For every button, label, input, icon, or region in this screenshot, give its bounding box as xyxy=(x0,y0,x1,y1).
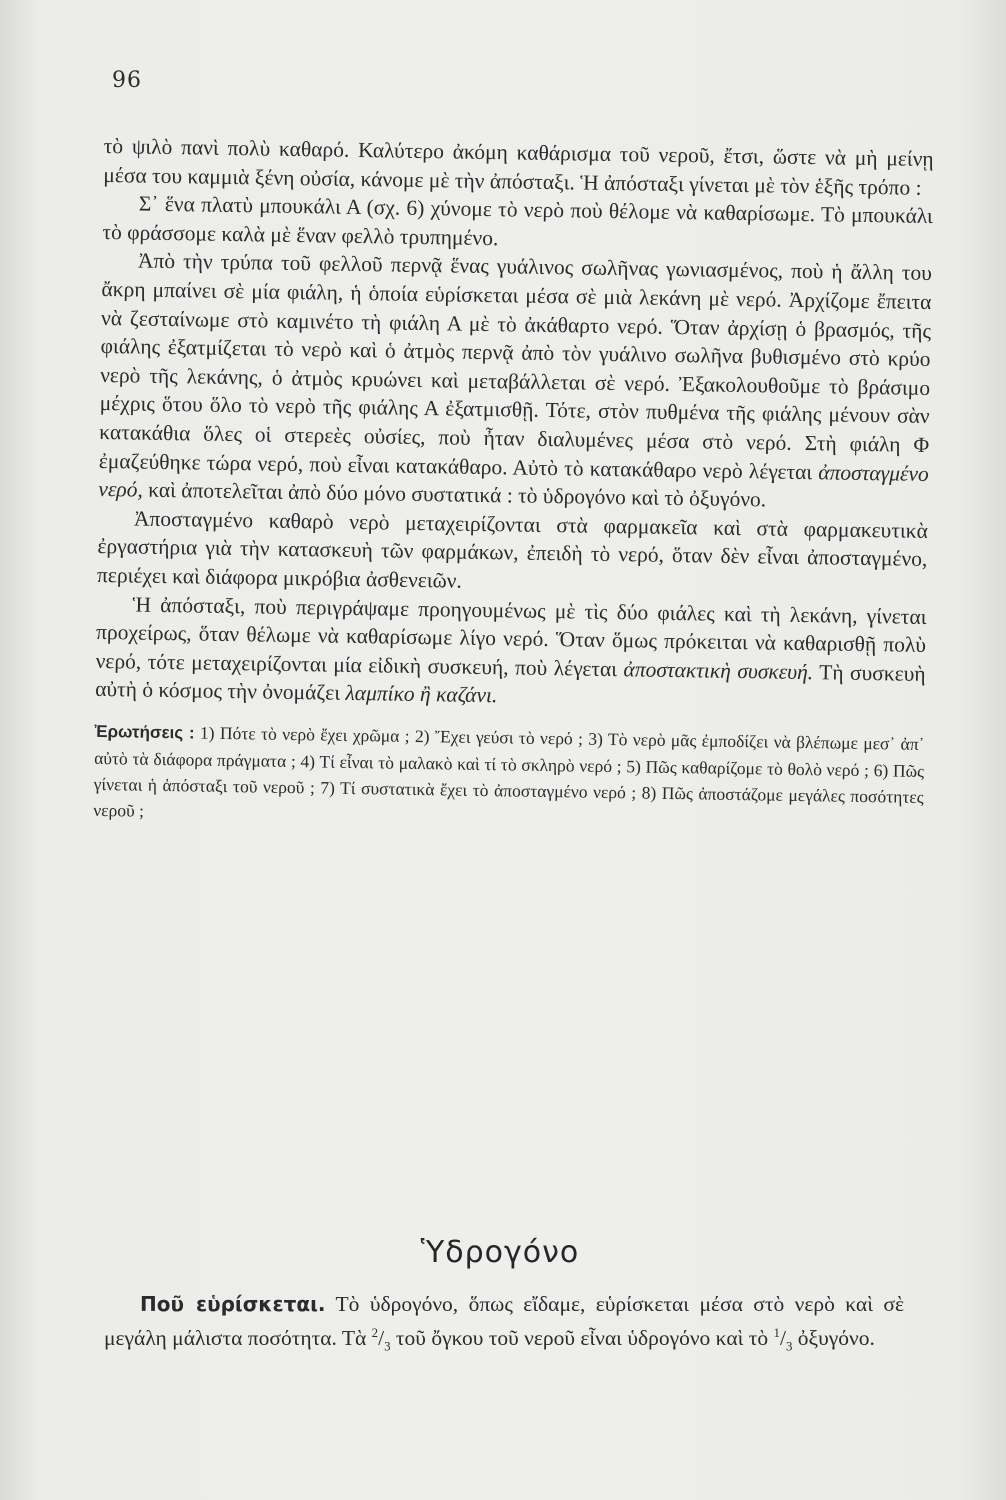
paragraph-3 xyxy=(98,246,932,516)
main-text xyxy=(93,132,934,836)
page-number: 96 xyxy=(112,68,142,93)
paragraph-1: τὸ ψιλὸ πανὶ πολὺ καθαρό. Καλύτερο ἀκόμη καθάρισμα τοῦ νεροῦ, ἔτσι, ὥστε νὰ μὴ μείνῃ μέσα του καμμιὰ ξένη οὐσία, κάνομε μὲ τὴν ἀπόσταξι. Ἡ ἀπόσταξι γίνεται μὲ τὸν ἑξῆς τρόπο : xyxy=(103,133,934,200)
paragraph-2: Σ᾽ ἕνα πλατὺ μπουκάλι Α (σχ. 6) χύνομε τὸ νερὸ ποὺ θέλομε νὰ καθαρίσωμε. Τὸ μπουκάλι τὸ φράσσομε καλὰ μὲ ἕναν φελλὸ τρυπημένο. xyxy=(102,191,933,250)
fraction-denominator: 3 xyxy=(384,1339,391,1354)
section-text-1: Τὸ ὑδρογόνο, ὅπως εἴδαμε, εὑρίσκεται μέσα στὸ νερὸ καὶ σὲ μεγάλη μάλιστα ποσότητα. Τὰ xyxy=(104,1292,904,1351)
fraction-numerator: 2 xyxy=(371,1326,379,1340)
paragraph-4: Ἀποσταγμένο καθαρὸ νερὸ μεταχειρίζονται στὰ φαρμακεῖα καὶ στὰ φαρμακευτικὰ ἐργαστήρια γιὰ τὴν κατασκευὴ τῶν φαρμάκων, ἐπειδὴ τὸ νερό, ὅταν δὲν εἶναι ἀποσταγμένο, περιέχει καὶ διάφορα μικρόβια ἀσθενειῶν. xyxy=(96,506,929,593)
section-text-3: ὀξυγόνο. xyxy=(797,1326,875,1351)
section-title: Ὑδρογόνο xyxy=(420,1235,580,1270)
section-paragraph: Ποῦ εὑρίσκεται. Τὸ ὑδρογόνο, ὅπως εἴδαμε, εὑρίσκεται μέσα στὸ νερὸ καὶ σὲ μεγάλη μάλιστα ποσότητα. Τὰ $^2/_3$ τοῦ ὄγκου τοῦ νεροῦ εἶναι ὑδρογόνο καὶ τὸ $^1/_3$ ὀξυγόνο. xyxy=(104,1292,904,1354)
section-body xyxy=(104,1290,904,1361)
paragraph-5-start: Ἡ ἀπόσταξι, ποὺ περιγράψαμε προηγουμένως μὲ τὶς δύο φιάλες καὶ τὴ λεκάνη, γίνεται προχείρως, ὅταν θέλωμε νὰ καθαρίσωμε λίγο νερό. Ὅταν ὅμως πρόκειται νὰ καθαρισθῇ πολὺ νερό, τότε μεταχειρίζονται μία εἰδικὴ συσκευή, ποὺ λέγεται xyxy=(95,592,927,681)
paragraph-3-text: Ἀπὸ τὴν τρύπα τοῦ φελλοῦ περνᾷ ἕνας γυάλινος σωλῆνας γωνιασμένος, ποὺ ἡ ἄλλη του ἄκρη μπαίνει σὲ μία φιάλη, ἡ ὁποία εὑρίσκεται μέσα σὲ μιὰ λεκάνη μὲ νερό. Ἀρχίζομε ἔπειτα νὰ ζεσταίνωμε στὸ καμινέτο τὴ φιάλη Α μὲ τὸ ἀκάθαρτο νερό. Ὅταν ἀρχίσῃ ὁ βρασμός, τῆς φιάλης ἐξατμίζεται τὸ νερὸ καὶ ὁ ἀτμὸς περνᾷ ἀπὸ τὸν γυάλινο σωλῆνα βυθισμένο στὸ κρύο νερὸ τῆς λεκάνης, ὁ ἀτμὸς κρυώνει καὶ μεταβάλλεται σὲ νερό. Ἐξακολουθοῦμε τὸ βράσιμο μέχρις ὅτου ὅλο τὸ νερὸ τῆς φιάλης Α ἐξατμισθῇ. Τότε, στὸν πυθμένα τῆς φιάλης μένουν σὰν κατακάθια ὅλες οἱ στερεὲς οὐσίες, ποὺ ἦταν διαλυμένες μέσα στὸ νερό. Στὴ φιάλη Φ ἐμαζεύθηκε τώρα νερό, ποὺ εἶναι κατακάθαρο. Αὐτὸ τὸ κατακάθαρο νερὸ λέγεται xyxy=(98,248,933,484)
questions xyxy=(93,718,925,836)
section-lead: Ποῦ εὑρίσκεται. xyxy=(140,1292,326,1316)
paragraph-3-tail: καὶ ἀποτελεῖται ἀπὸ δύο μόνο συστατικά : τὸ ὑδρογόνο καὶ τὸ ὀξυγόνο. xyxy=(148,477,767,512)
fraction-denominator: 3 xyxy=(785,1339,793,1354)
distillation-apparatus-term: ἀποστακτικὴ συσκευή. xyxy=(623,656,814,684)
distilled-water-term: ἀποσταγμένο νερό, xyxy=(98,459,929,502)
paragraph-5-mid: Τὴ συσκευὴ αὐτὴ ὁ κόσμος τὴν ὀνομάζει xyxy=(95,659,926,706)
fraction-numerator: 1 xyxy=(773,1326,780,1340)
lampiko-term: λαμπίκο ἢ καζάνι. xyxy=(345,681,498,708)
paragraph-5 xyxy=(95,589,927,716)
section-text-2: τοῦ ὄγκου τοῦ νεροῦ εἶναι ὑδρογόνο καὶ τὸ xyxy=(395,1326,769,1351)
questions-label: Ἐρωτήσεις : xyxy=(94,721,195,743)
questions-text: 1) Πότε τὸ νερὸ ἔχει χρῶμα ; 2) Ἔχει γεύσι τὸ νερό ; 3) Τὸ νερὸ μᾶς ἐμποδίζει νὰ βλέπωμε μεσ᾽ ἀπ᾽ αὐτὸ τὰ διάφορα πράγματα ; 4) Τί εἶναι τὸ μαλακὸ καὶ τί τὸ σκληρὸ νερό ; 5) Πῶς καθαρίζομε τὸ θολὸ νερό ; 6) Πῶς γίνεται ἡ ἀπόσταξι τοῦ νεροῦ ; 7) Τί συστατικὰ ἔχει τὸ ἀποσταγμένο νερό ; 8) Πῶς ἀποστάζομε μεγάλες ποσότητες νεροῦ ; xyxy=(93,722,925,821)
